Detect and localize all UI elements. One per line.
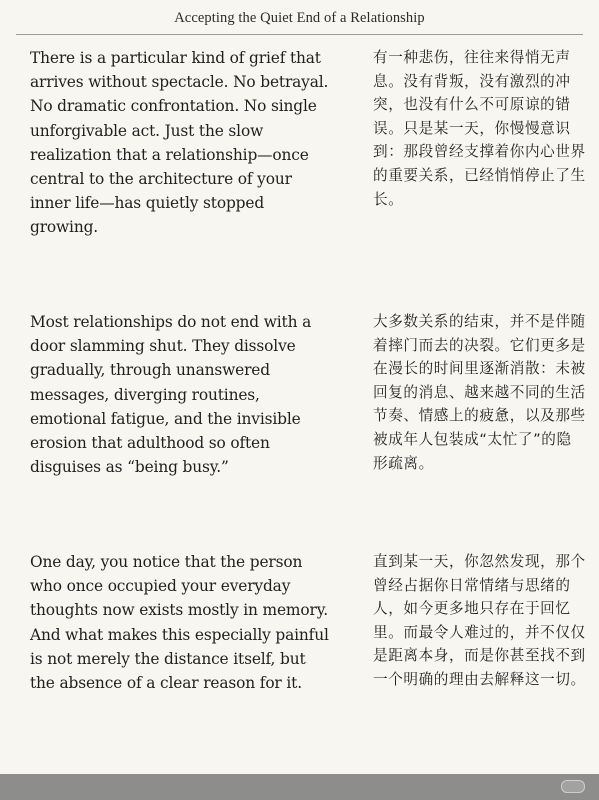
page-header	[0, 0, 599, 34]
english-paragraph-2: Most relationships do not end with a door slamming shut. They dissolve gradually, through unanswered messages, diverging routines, emotional fatigue, and the invisible erosion that adulthood so often disguises as “being busy.”	[30, 313, 312, 477]
footer-bar	[0, 774, 599, 800]
english-paragraph-3: One day, you notice that the person who once occupied your everyday thoughts now exists mostly in memory. And what makes this especially painful is not merely the distance itself, but the absence of a clear reason for it.	[30, 553, 329, 693]
watermark-logo-icon	[561, 780, 585, 793]
page-title: Accepting the Quiet End of a Relationship	[174, 10, 425, 26]
english-paragraph-1: There is a particular kind of grief that arrives without spectacle. No betrayal. No dramatic confrontation. No single unforgivable act. Just the slow realization that a relationship—once central to the architecture of your inner life—has quietly stopped growing.	[30, 49, 329, 237]
header-divider	[16, 34, 583, 35]
chinese-paragraph-2: 大多数关系的结束，并不是伴随着摔门而去的决裂。它们更多是在漫长的时间里逐渐消散：未被回复的消息、越来越不同的生活节奏、情感上的疲惫，以及那些被成年人包装成“太忙了”的隐形疏离。	[373, 313, 586, 472]
chinese-paragraph-3: 直到某一天，你忽然发现，那个曾经占据你日常情绪与思绪的人，如今更多地只存在于回忆里。而最令人难过的，并不仅仅是距离本身，而是你甚至找不到一个明确的理由去解释这一切。	[373, 553, 586, 688]
chinese-paragraph-1: 有一种悲伤，往往来得悄无声息。没有背叛，没有激烈的冲突，也没有什么不可原谅的错误。只是某一天，你慢慢意识到：那段曾经支撑着你内心世界的重要关系，已经悄悄停止了生长。	[373, 49, 586, 208]
